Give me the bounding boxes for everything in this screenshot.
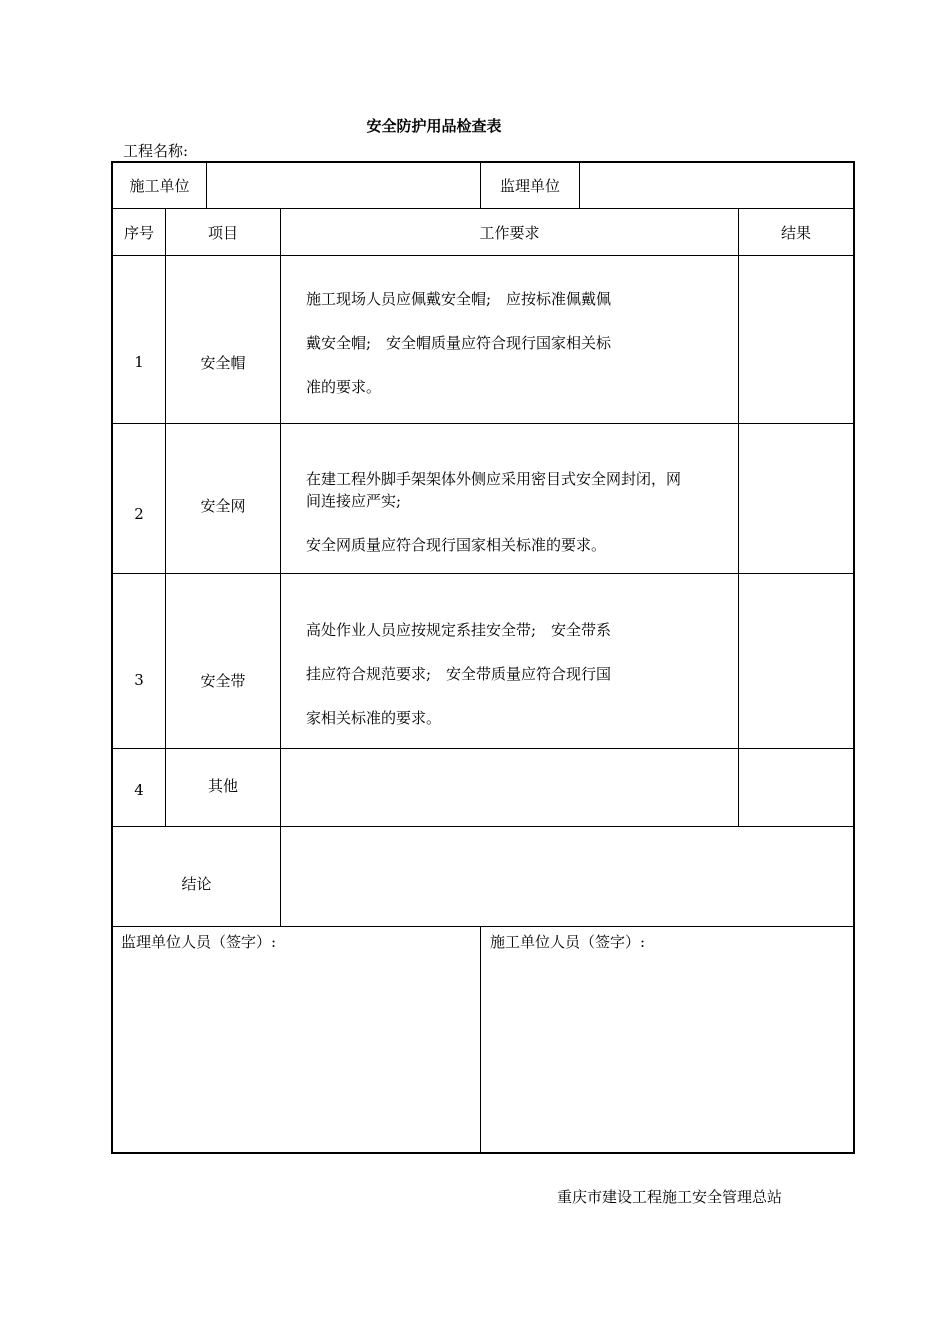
issuer-footer: 重庆市建设工程施工安全管理总站 <box>557 1188 783 1206</box>
requirement-line: 施工现场人员应佩戴安全帽; 应按标准佩戴佩 <box>306 290 612 308</box>
requirement-line: 戴安全帽; 安全帽质量应符合现行国家相关标 <box>306 334 612 352</box>
header-requirements: 工作要求 <box>479 223 540 242</box>
row-3-requirements <box>306 619 611 729</box>
header-result: 结果 <box>780 223 811 242</box>
row-4-requirements[interactable] <box>281 749 738 826</box>
conclusion-label: 结论 <box>181 874 212 893</box>
supervision-unit-label: 监理单位 <box>499 177 560 195</box>
row-3-result[interactable] <box>739 574 853 748</box>
construction-signature-label: 施工单位人员（签字）: <box>490 933 646 951</box>
header-no: 序号 <box>123 223 154 242</box>
row-2-requirements <box>306 468 681 556</box>
page-title: 安全防护用品检查表 <box>366 117 502 135</box>
row-2-result[interactable] <box>739 424 853 573</box>
row-1-no: 1 <box>134 353 144 371</box>
requirement-line: 在建工程外脚手架架体外侧应采用密目式安全网封闭，网 <box>306 470 682 488</box>
project-name-label: 工程名称: <box>123 142 189 160</box>
requirement-line: 准的要求。 <box>306 378 382 396</box>
requirement-line: 挂应符合规范要求; 安全带质量应符合现行国 <box>306 665 612 683</box>
row-2-no: 2 <box>134 505 144 523</box>
requirement-line: 高处作业人员应按规定系挂安全带; 安全带系 <box>306 621 612 639</box>
row-4-result[interactable] <box>739 749 853 826</box>
row-4-no: 4 <box>134 781 144 799</box>
row-1-item: 安全帽 <box>200 353 246 372</box>
row-1-requirements <box>306 288 611 398</box>
supervision-unit-field[interactable] <box>580 163 853 208</box>
construction-unit-field[interactable] <box>207 163 480 208</box>
requirement-line: 家相关标准的要求。 <box>306 709 442 727</box>
row-3-no: 3 <box>134 671 144 689</box>
requirement-line: 安全网质量应符合现行国家相关标准的要求。 <box>306 536 607 554</box>
row-3-item: 安全带 <box>200 671 246 690</box>
supervision-signature-label: 监理单位人员（签字）: <box>121 933 277 951</box>
construction-unit-label: 施工单位 <box>129 177 190 195</box>
conclusion-field[interactable] <box>281 827 853 926</box>
header-item: 项目 <box>207 223 238 242</box>
row-2-item: 安全网 <box>200 496 246 515</box>
requirement-line: 间连接应严实; <box>306 492 402 510</box>
row-4-item: 其他 <box>207 776 238 795</box>
row-1-result[interactable] <box>739 256 853 423</box>
